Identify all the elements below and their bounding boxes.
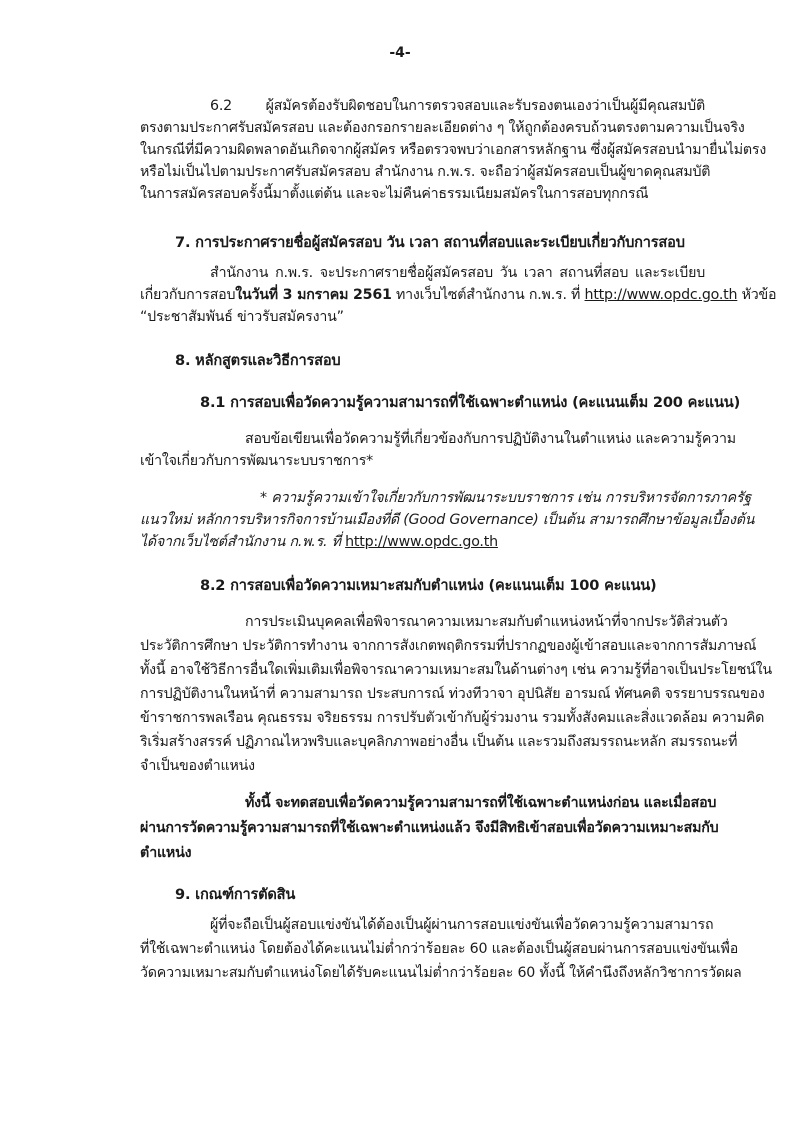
opdc-website-link[interactable]: http://www.opdc.go.th [584,287,738,303]
page-number: -4- [389,45,411,61]
announce-date: ในวันที่ 3 มกราคม 2561 [235,287,392,303]
section-8-heading: 8. หลักสูตรและวิธีการสอบ [175,352,341,369]
section-8-2-heading: 8.2 การสอบเพื่อวัดความเหมาะสมกับตำแหน่ง (คะแนนเต็ม 100 คะแนน) [200,577,657,594]
footnote-line-3 [140,531,705,553]
section-8-2-line-7: จำเป็นของตำแหน่ง [140,758,255,774]
section-8-1-line-1: สอบข้อเขียนเพื่อวัดความรู้ที่เกี่ยวข้องกับการปฏิบัติงานในตำแหน่ง และความรู้ความ [245,431,736,447]
para-6-2-line-5: ในการสมัครสอบครั้งนี้มาตั้งแต่ต้น และจะไม่คืนค่าธรรมเนียมสมัครในการสอบทุกกรณี [140,186,649,202]
footnote-line-2: แนวใหม่ หลักการบริหารกิจการบ้านเมืองที่ดี (Good Governance) เป็นต้น สามารถศึกษาข้อมูลเบื้องต้น [140,512,755,528]
section-8-1-line-2: เข้าใจเกี่ยวกับการพัฒนาระบบราชการ* [140,453,374,469]
para-6-2-line-1: 6.2 ผู้สมัครต้องรับผิดชอบในการตรวจสอบและรับรองตนเองว่าเป็นผู้มีคุณสมบัติ [210,98,705,114]
footnote-line-1: * ความรู้ความเข้าใจเกี่ยวกับการพัฒนาระบบราชการ เช่น การบริหารจัดการภาครัฐ [260,490,752,506]
section-8-2-line-1: การประเมินบุคคลเพื่อพิจารณาความเหมาะสมกับตำแหน่งหน้าที่จากประวัติส่วนตัว [245,614,728,630]
section-7-text: เกี่ยวกับการสอบ [140,287,236,303]
section-9-line-2: ที่ใช้เฉพาะตำแหน่ง โดยต้องได้คะแนนไม่ต่ำกว่าร้อยละ 60 และต้องเป็นผู้สอบผ่านการสอบแข่งขันเพื่อ [140,941,739,957]
section-8-2-line-5: ข้าราชการพลเรือน คุณธรรม จริยธรรม การปรับตัวเข้ากับผู้ร่วมงาน รวมทั้งสังคมและสิ่งแวดล้อม ความคิด [140,710,765,726]
section-9-heading: 9. เกณฑ์การตัดสิน [175,886,296,903]
section-7-text-suffix: หัวข้อ [737,287,777,303]
section-7-text-mid: ทางเว็บไซต์สำนักงาน ก.พ.ร. ที่ [391,287,585,303]
section-8-2-line-6: ริเริ่มสร้างสรรค์ ปฏิภาณไหวพริบและบุคลิกภาพอย่างอื่น เป็นต้น และรวมถึงสมรรถนะหลัก สมรรถนะที่ [140,734,738,750]
exam-order-note-line-1: ทั้งนี้ จะทดสอบเพื่อวัดความรู้ความสามารถที่ใช้เฉพาะตำแหน่งก่อน และเมื่อสอบ [245,795,717,811]
footnote-text: ได้จากเว็บไซต์สำนักงาน ก.พ.ร. ที่ [140,534,346,550]
para-6-2-line-2: ตรงตามประกาศรับสมัครสอบ และต้องกรอกรายละเอียดต่าง ๆ ให้ถูกต้องครบถ้วนตรงตามความเป็นจริง [140,120,745,136]
exam-order-note-line-3: ตำแหน่ง [140,845,192,861]
section-8-1-heading: 8.1 การสอบเพื่อวัดความรู้ความสามารถที่ใช้เฉพาะตำแหน่ง (คะแนนเต็ม 200 คะแนน) [200,394,741,411]
section-7-line-3: “ประชาสัมพันธ์ ข่าวรับสมัครงาน” [140,309,344,325]
section-7-line-1: สำนักงาน ก.พ.ร. จะประกาศรายชื่อผู้สมัครสอบ วัน เวลา สถานที่สอบ และระเบียบ [210,265,705,281]
section-8-2-line-3: ทั้งนี้ อาจใช้วิธีการอื่นใดเพิ่มเติมเพื่อพิจารณาความเหมาะสมในด้านต่างๆ เช่น ความรู้ที่อาจเป็นประโยชน์ใน [140,662,772,678]
opdc-website-link[interactable]: http://www.opdc.go.th [345,534,498,550]
section-7-line-2 [140,284,777,306]
para-6-2-line-4: หรือไม่เป็นไปตามประกาศรับสมัครสอบ สำนักงาน ก.พ.ร. จะถือว่าผู้สมัครสอบเป็นผู้ขาดคุณสมบัติ [140,164,711,180]
section-9-line-3: วัดความเหมาะสมกับตำแหน่งโดยได้รับคะแนนไม่ต่ำกว่าร้อยละ 60 ทั้งนี้ ให้คำนึงถึงหลักวิชาการวัดผล [140,965,742,981]
section-8-2-line-2: ประวัติการศึกษา ประวัติการทำงาน จากการสังเกตพฤติกรรมที่ปรากฏของผู้เข้าสอบและจากการสัมภาษณ์ [140,638,757,654]
section-9-line-1: ผู้ที่จะถือเป็นผู้สอบแข่งขันได้ต้องเป็นผู้ผ่านการสอบแข่งขันเพื่อวัดความรู้ความสามารถ [210,917,714,933]
para-6-2-line-3: ในกรณีที่มีความผิดพลาดอันเกิดจากผู้สมัคร หรือตรวจพบว่าเอกสารหลักฐาน ซึ่งผู้สมัครสอบนำมายื่นไม่ตรง [140,142,767,158]
section-8-2-line-4: การปฏิบัติงานในหน้าที่ ความสามารถ ประสบการณ์ ท่วงทีวาจา อุปนิสัย อารมณ์ ทัศนคติ จรรยาบรรณของ [140,686,765,702]
section-7-heading: 7. การประกาศรายชื่อผู้สมัครสอบ วัน เวลา สถานที่สอบและระเบียบเกี่ยวกับการสอบ [175,234,685,251]
exam-order-note-line-2: ผ่านการวัดความรู้ความสามารถที่ใช้เฉพาะตำแหน่งแล้ว จึงมีสิทธิเข้าสอบเพื่อวัดความเหมาะสมกับ [140,820,719,836]
